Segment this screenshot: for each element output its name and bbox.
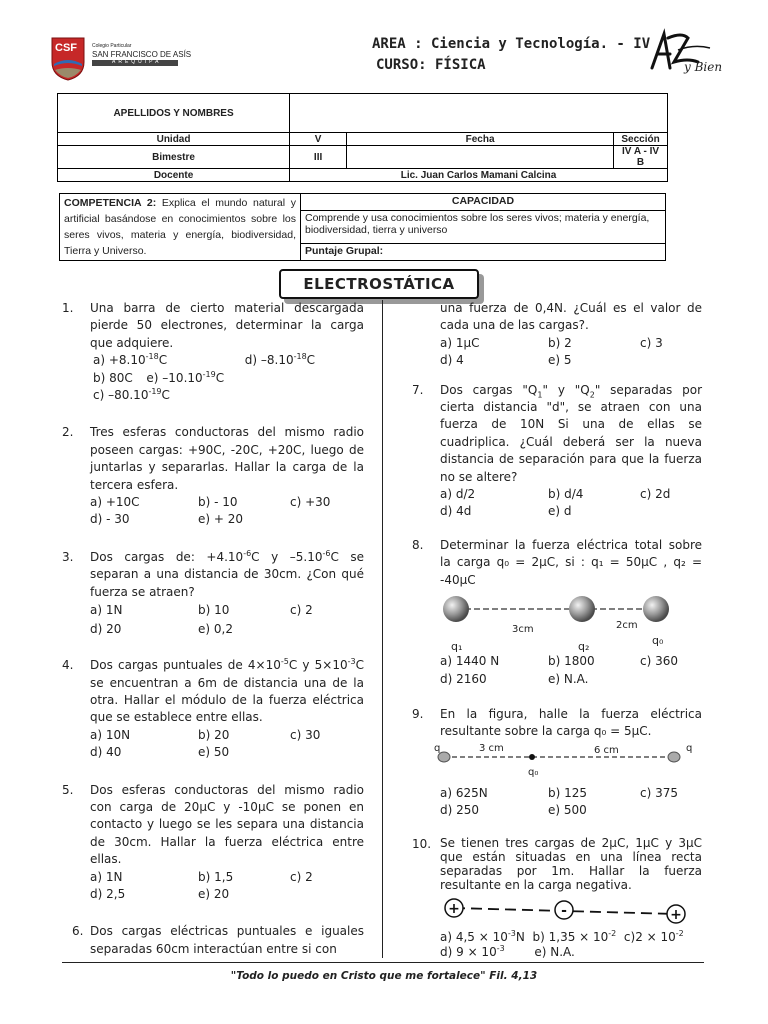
option-e: e) 500 bbox=[548, 803, 587, 818]
option-b: b) 1800 bbox=[548, 654, 595, 669]
option-e: e) N.A. bbox=[548, 671, 589, 686]
option-c: $c)2 \times 10^{-2}$ bbox=[623, 928, 684, 944]
question-text: una fuerza de 0,4N. ¿Cuál es el valor de cada una de las cargas?. bbox=[440, 301, 702, 333]
charge-right bbox=[668, 752, 680, 762]
distance-3cm: 3cm bbox=[512, 624, 534, 636]
docente-value: Lic. Juan Carlos Mamani Calcina bbox=[290, 169, 668, 182]
q8-figure bbox=[440, 589, 702, 653]
competencia-table bbox=[59, 193, 666, 261]
question-text: Tres esferas conductoras del mismo radio poseen cargas: +90C, -20C, +20C, luego de juntarlas y separarlas. Hallar la carga de la tercera esfera. bbox=[90, 425, 364, 492]
apellidos-field[interactable] bbox=[290, 94, 668, 133]
competencia-text: Explica el mundo natural y artificial basándose en conocimientos sobre los seres vivos, materia y energía, biodiversidad, Tierra y Universo. bbox=[64, 197, 296, 257]
capacidad-label: CAPACIDAD bbox=[301, 194, 666, 211]
question-number: 2. bbox=[62, 425, 74, 440]
seccion-value: IV A - IV B bbox=[614, 146, 668, 169]
option-b: b) d/4 bbox=[548, 487, 584, 502]
q9-figure bbox=[434, 741, 702, 785]
label-q2: q₂ bbox=[578, 640, 590, 654]
distance-2cm: 2cm bbox=[616, 620, 638, 632]
question-text: Se tienen tres cargas de 2μC, 1μC y 3μC que están situadas en una línea recta separadas por 1m. Hallar la fuerza resultante en la carga negativa. bbox=[440, 835, 702, 892]
charges-line-diagram bbox=[434, 741, 696, 785]
option-e: e) N.A. bbox=[534, 944, 575, 959]
capacidad-text: Comprende y usa conocimientos sobre los seres vivos; materia y energía, biodiversidad, tierra y universo bbox=[301, 211, 666, 244]
question-number: 7. bbox=[412, 382, 424, 397]
option-c: c) 3 bbox=[640, 335, 663, 350]
question-number: 6. bbox=[72, 924, 84, 939]
option-b: b) 2 bbox=[548, 335, 572, 350]
question-6 bbox=[62, 923, 364, 958]
logo-y-bien: y Bien bbox=[684, 60, 723, 74]
option-a: a) d/2 bbox=[440, 487, 476, 502]
sign-plus-1: + bbox=[448, 900, 460, 917]
option-b: b) 80C bbox=[93, 370, 133, 385]
student-info-table bbox=[57, 93, 668, 182]
school-logo bbox=[50, 36, 192, 82]
label-q0: q₀ bbox=[528, 766, 539, 778]
question-text: Dos cargas eléctricas puntuales e iguales separadas 60cm interactúan entre si con bbox=[90, 924, 364, 956]
aprender-y-bien-logo bbox=[648, 28, 723, 78]
question-8 bbox=[412, 537, 702, 688]
charge-q0 bbox=[529, 754, 535, 760]
option-b: b) 20 bbox=[198, 727, 230, 742]
question-3 bbox=[62, 549, 364, 639]
option-a: a) 10N bbox=[90, 727, 131, 742]
left-column bbox=[62, 300, 364, 958]
option-a: a) 1N bbox=[90, 869, 123, 884]
question-number: 9. bbox=[412, 706, 424, 721]
question-1 bbox=[62, 300, 364, 404]
logo-text: CSF bbox=[55, 42, 77, 54]
question-number: 10. bbox=[412, 836, 432, 851]
option-c: c) 2 bbox=[290, 869, 313, 884]
question-10 bbox=[412, 836, 702, 960]
question-number: 5. bbox=[62, 782, 74, 797]
options-grid bbox=[440, 335, 702, 370]
sphere-q2 bbox=[569, 596, 595, 622]
question-text: Determinar la fuerza eléctrica total sobre la carga q₀ = 2μC, si : q₁ = 50μC , q₂ = -40μC bbox=[440, 537, 702, 587]
right-column bbox=[412, 300, 702, 960]
options-grid bbox=[90, 494, 364, 529]
option-row bbox=[440, 930, 702, 945]
footer-quote: "Todo lo puedo en Cristo que me fortalece" Fil. 4,13 bbox=[230, 970, 538, 982]
question-6-continued bbox=[412, 300, 702, 370]
question-text: Dos cargas puntuales de $4\times 10^{-5}C$ y $5\times 10^{-3}C$ se encuentran a 6m de distancia una de la otra. Hallar el módulo de la fuerza eléctrica que se establece entre ellas. bbox=[90, 657, 364, 725]
question-text: Una barra de cierto material descargada pierde 50 electrones, determinar la carga que adquiere. bbox=[90, 301, 364, 350]
sign-minus: - bbox=[561, 902, 567, 919]
option-row bbox=[90, 352, 364, 369]
footer-rule bbox=[62, 962, 704, 963]
option-c: c) 2 bbox=[290, 603, 313, 618]
question-text: Dos cargas "$Q_1$" y "$Q_2$" separadas por cierta distancia "d", se atraen con una fuerza de 10N Si una de ellas se cuadriplica. ¿Cuál deberá ser la nueva distancia de separación para que la fuerza no se altere? bbox=[440, 382, 703, 484]
question-7 bbox=[412, 382, 702, 521]
option-a: a) +10C bbox=[90, 495, 140, 510]
option-a: a) 1μC bbox=[440, 335, 480, 350]
label-q-right: q bbox=[686, 742, 693, 754]
option-e: e) d bbox=[548, 504, 572, 519]
option-b: b) - 10 bbox=[198, 495, 238, 510]
options-grid bbox=[90, 601, 364, 639]
question-text: Dos esferas conductoras del mismo radio con carga de 20μC y -10μC se ponen en contacto y luego se les separa una distancia de 30cm. Hallar la fuerza eléctrica entre ellas. bbox=[90, 782, 364, 867]
option-d: d) 40 bbox=[90, 745, 122, 760]
option-b: b) 1,5 bbox=[198, 869, 234, 884]
question-number: 3. bbox=[62, 549, 74, 564]
option-row bbox=[90, 370, 364, 387]
q10-figure bbox=[440, 892, 702, 930]
question-text: En la figura, halle la fuerza eléctrica resultante sobre la carga q₀ = 5μC. bbox=[440, 706, 702, 739]
option-a: $a) +8.10^{-18}C$ bbox=[93, 352, 168, 368]
option-d: d) 20 bbox=[90, 622, 122, 637]
option-e: e) $-10.10^{-19}C$ bbox=[146, 369, 225, 385]
label-q1: q₁ bbox=[451, 640, 463, 654]
question-9 bbox=[412, 706, 702, 820]
option-d: d) $-8.10^{-18}C$ bbox=[244, 352, 316, 368]
options-list bbox=[440, 930, 702, 960]
puntaje-label: Puntaje Grupal: bbox=[301, 244, 666, 261]
signed-charges-diagram bbox=[434, 894, 696, 932]
option-b: b) 125 bbox=[548, 785, 588, 800]
option-c: c) 375 bbox=[640, 785, 678, 800]
charges-diagram bbox=[434, 589, 696, 653]
label-q0: q₀ bbox=[652, 634, 664, 648]
option-b: b) 10 bbox=[198, 603, 230, 618]
question-text: Dos cargas de: $+4.10^{-6}C$ y $-5.10^{-6}C$ se separan a una distancia de 30cm. ¿Con qué fuerza se atraen? bbox=[90, 548, 365, 599]
options-grid bbox=[440, 653, 702, 688]
school-city: AREQUIPA bbox=[112, 59, 162, 65]
option-e: e) + 20 bbox=[198, 512, 244, 527]
option-d: d) - 30 bbox=[90, 512, 130, 527]
bimestre-value: III bbox=[290, 146, 347, 169]
bimestre-label: Bimestre bbox=[58, 146, 290, 169]
option-a: a) $4,5 \times 10^{-3}N$ bbox=[440, 928, 525, 944]
option-a: a) 1N bbox=[90, 603, 123, 618]
docente-label: Docente bbox=[58, 169, 290, 182]
options-grid bbox=[440, 785, 702, 820]
option-d: d) 2,5 bbox=[90, 886, 126, 901]
fecha-field[interactable] bbox=[347, 146, 614, 169]
option-c: c) 2d bbox=[640, 487, 671, 502]
option-c: c) 30 bbox=[290, 727, 321, 742]
sphere-q1 bbox=[443, 596, 469, 622]
options-grid bbox=[90, 727, 364, 762]
option-b: b) $1,35 \times 10^{-2}$ bbox=[532, 928, 617, 944]
option-e: e) 5 bbox=[548, 353, 572, 368]
label-q-left: q bbox=[434, 742, 441, 754]
question-2 bbox=[62, 424, 364, 528]
area-heading: AREA : Ciencia y Tecnología. - IV bbox=[372, 36, 651, 52]
option-e: e) 0,2 bbox=[198, 622, 233, 637]
option-e: e) 50 bbox=[198, 745, 230, 760]
competencia-label: COMPETENCIA 2: bbox=[64, 197, 157, 209]
sphere-q0 bbox=[643, 596, 669, 622]
apellidos-label: APELLIDOS Y NOMBRES bbox=[58, 94, 290, 133]
question-number: 1. bbox=[62, 301, 74, 315]
options-grid bbox=[90, 869, 364, 904]
unidad-label: Unidad bbox=[58, 133, 290, 146]
option-d: d) 4 bbox=[440, 353, 464, 368]
page-title: ELECTROSTÁTICA bbox=[279, 269, 479, 299]
option-a: a) 625N bbox=[440, 785, 488, 800]
option-c: c) $-80.10^{-19}C$ bbox=[93, 387, 170, 403]
distance-6cm: 6 cm bbox=[594, 744, 619, 756]
question-number: 8. bbox=[412, 537, 424, 552]
question-5 bbox=[62, 782, 364, 904]
competencia-cell bbox=[60, 194, 301, 261]
distance-3cm: 3 cm bbox=[479, 742, 504, 754]
option-d: d) $9 \times 10^{-3}$ bbox=[440, 943, 505, 959]
question-number: 4. bbox=[62, 658, 74, 673]
option-row bbox=[440, 945, 702, 960]
option-d: d) 250 bbox=[440, 803, 480, 818]
unidad-value: V bbox=[290, 133, 347, 146]
course-heading: CURSO: FÍSICA bbox=[376, 57, 486, 73]
option-d: d) 2160 bbox=[440, 671, 487, 686]
question-4 bbox=[62, 657, 364, 761]
options-grid bbox=[440, 486, 702, 521]
option-d: d) 4d bbox=[440, 504, 472, 519]
seccion-label: Sección bbox=[614, 133, 668, 146]
column-divider bbox=[382, 300, 383, 958]
option-e: e) 20 bbox=[198, 886, 230, 901]
school-name: SAN FRANCISCO DE ASÍS bbox=[92, 50, 192, 59]
option-c: c) 360 bbox=[640, 654, 678, 669]
option-c: c) +30 bbox=[290, 495, 331, 510]
option-a: a) 1440 N bbox=[440, 654, 500, 669]
school-small-label: Colegio Particular bbox=[92, 43, 132, 49]
fecha-label: Fecha bbox=[347, 133, 614, 146]
sign-plus-2: + bbox=[670, 906, 682, 923]
